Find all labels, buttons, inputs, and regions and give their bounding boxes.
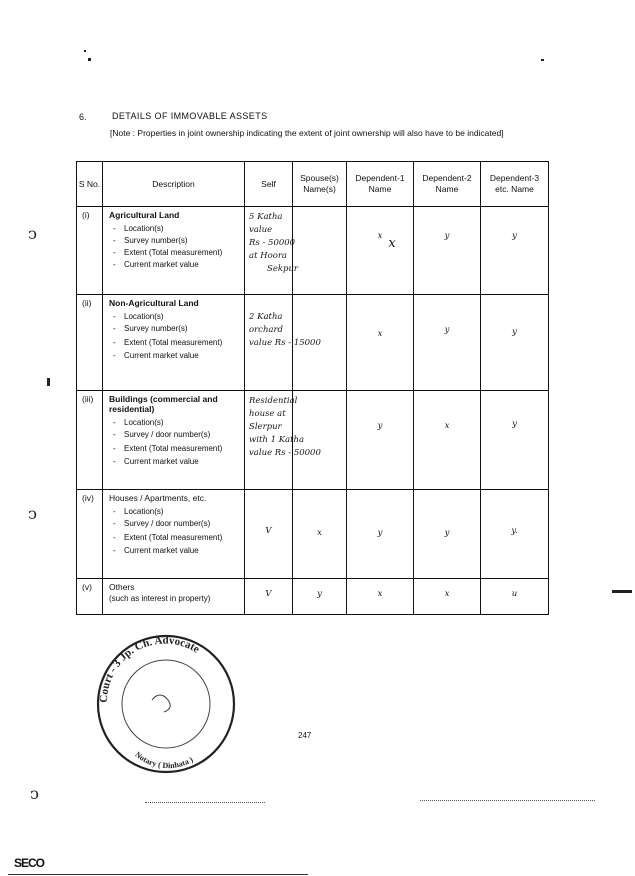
- dependent-2-entry: y: [414, 490, 481, 579]
- handwritten-line: Rs - 50000: [249, 238, 296, 248]
- spouse-entry: x: [293, 490, 347, 579]
- dependent-2-entry: x: [414, 391, 481, 490]
- row-item: - Current market value: [109, 545, 244, 557]
- self-entry: [245, 207, 298, 295]
- self-entry: [245, 295, 321, 391]
- row-item: - Survey / door number(s): [109, 518, 244, 530]
- dependent-3-entry: y: [481, 391, 549, 490]
- scan-speck: [88, 58, 91, 61]
- row-description: [103, 295, 245, 391]
- row-category: Non-Agricultural Land: [109, 298, 199, 308]
- handwritten-line: 2 Katha: [249, 312, 283, 322]
- dependent-2-entry: y: [414, 295, 481, 391]
- row-category: Agricultural Land: [109, 210, 180, 220]
- stamp-emblem: [152, 695, 170, 712]
- row-item: - Location(s): [109, 417, 244, 429]
- row-item: - Extent (Total measurement): [109, 247, 244, 259]
- row-sno: (i): [77, 207, 103, 295]
- header-spouse: Spouse(s) Name(s): [293, 162, 347, 207]
- scan-speck: [47, 378, 50, 386]
- dependent-1-entry: x: [347, 207, 414, 295]
- row-category: Buildings (commercial and residential): [109, 394, 218, 414]
- self-entry: V: [245, 490, 293, 579]
- row-item: - Extent (Total measurement): [109, 532, 244, 543]
- dependent-3-entry: y: [481, 207, 549, 295]
- table-row: [77, 295, 549, 391]
- section-note: [Note : Properties in joint ownership indicating the extent of joint ownership will also have to be indicated]: [110, 128, 504, 138]
- dependent-2-entry: x: [414, 579, 481, 615]
- dependent-1-entry: y: [347, 490, 414, 579]
- row-item: - Survey number(s): [109, 323, 244, 335]
- row-item: - Current market value: [109, 350, 244, 362]
- handwritten-line: Slerpur: [249, 422, 282, 432]
- margin-punch-mark: ↄ: [30, 784, 39, 803]
- row-item: - Current market value: [109, 456, 244, 468]
- handwritten-line: value: [249, 225, 273, 235]
- row-description: [103, 579, 245, 615]
- scan-speck: [84, 50, 86, 52]
- stamp-outer-ring: [98, 636, 234, 772]
- row-sno: (iv): [77, 490, 103, 579]
- header-description: Description: [103, 162, 245, 207]
- self-entry: V: [245, 579, 293, 615]
- section-title: DETAILS OF IMMOVABLE ASSETS: [112, 111, 268, 121]
- stamp-lower-text: Notary ( Dinhata ): [133, 749, 195, 771]
- section-number: 6.: [79, 112, 87, 122]
- margin-punch-mark: ↄ: [28, 504, 37, 523]
- immovable-assets-table: [76, 161, 549, 615]
- dependent-1-entry: x: [347, 295, 414, 391]
- row-item: - Location(s): [109, 506, 244, 518]
- scan-edge-line: [8, 874, 308, 875]
- header-self: Self: [245, 162, 293, 207]
- handwritten-line: house at: [249, 409, 286, 419]
- handwritten-line: orchard: [249, 325, 283, 335]
- handwritten-line: 5 Katha: [249, 212, 283, 222]
- row-item: - Extent (Total measurement): [109, 443, 244, 454]
- stamp-inner-ring: [122, 660, 210, 748]
- spouse-entry: y: [293, 579, 347, 615]
- row-description: [103, 207, 245, 295]
- table-row: [77, 391, 549, 490]
- scan-speck: [541, 59, 544, 61]
- dependent-2-entry: y: [414, 207, 481, 295]
- stamp-arc-text: Court - 3 Jp. Ch. Advocate: [97, 634, 202, 703]
- row-description: [103, 490, 245, 579]
- header-dependent-2: Dependent-2 Name: [414, 162, 481, 207]
- row-category: Houses / Apartments, etc.: [109, 493, 207, 503]
- handwritten-line: with 1 Katha: [249, 435, 305, 445]
- header-dependent-3: Dependent-3 etc. Name: [481, 162, 549, 207]
- spouse-mark: x: [388, 236, 396, 251]
- self-entry: [245, 391, 321, 490]
- dependent-3-entry: y.: [481, 490, 549, 579]
- footer-scan-text: SECO: [14, 856, 45, 870]
- handwritten-line: value Rs - 50000: [249, 448, 321, 458]
- row-sno: (ii): [77, 295, 103, 391]
- handwritten-line: Sekpur: [267, 264, 298, 274]
- row-sno: (v): [77, 579, 103, 615]
- row-item: - Location(s): [109, 311, 244, 323]
- scan-speck: [612, 590, 632, 593]
- scan-dotted-line: [145, 802, 265, 803]
- dependent-1-entry: y: [347, 391, 414, 490]
- dependent-3-entry: u: [481, 579, 549, 615]
- row-description: [103, 391, 245, 490]
- table-row: [77, 579, 549, 615]
- table-header-row: [77, 162, 549, 207]
- handwritten-line: Residential: [249, 396, 298, 406]
- dependent-1-entry: x: [347, 579, 414, 615]
- table-row: [77, 207, 549, 295]
- scan-dotted-line: [420, 800, 595, 801]
- margin-punch-mark: ↄ: [28, 224, 37, 243]
- notary-stamp: [90, 630, 240, 776]
- row-item: - Extent (Total measurement): [109, 337, 244, 348]
- dependent-3-entry: y: [481, 295, 549, 391]
- handwritten-line: value Rs - 15000: [249, 338, 321, 348]
- page-number: 247: [298, 731, 312, 740]
- row-item: - Survey number(s): [109, 235, 244, 247]
- header-dependent-1: Dependent-1 Name: [347, 162, 414, 207]
- header-sno: S No.: [77, 162, 103, 207]
- row-item: - Survey / door number(s): [109, 429, 244, 441]
- handwritten-line: at Hoora: [249, 251, 287, 261]
- row-item: (such as interest in property): [109, 594, 211, 603]
- row-sno: (iii): [77, 391, 103, 490]
- row-item: - Current market value: [109, 259, 244, 271]
- table-row: [77, 490, 549, 579]
- row-category: Others: [109, 582, 135, 592]
- row-item: - Location(s): [109, 223, 244, 235]
